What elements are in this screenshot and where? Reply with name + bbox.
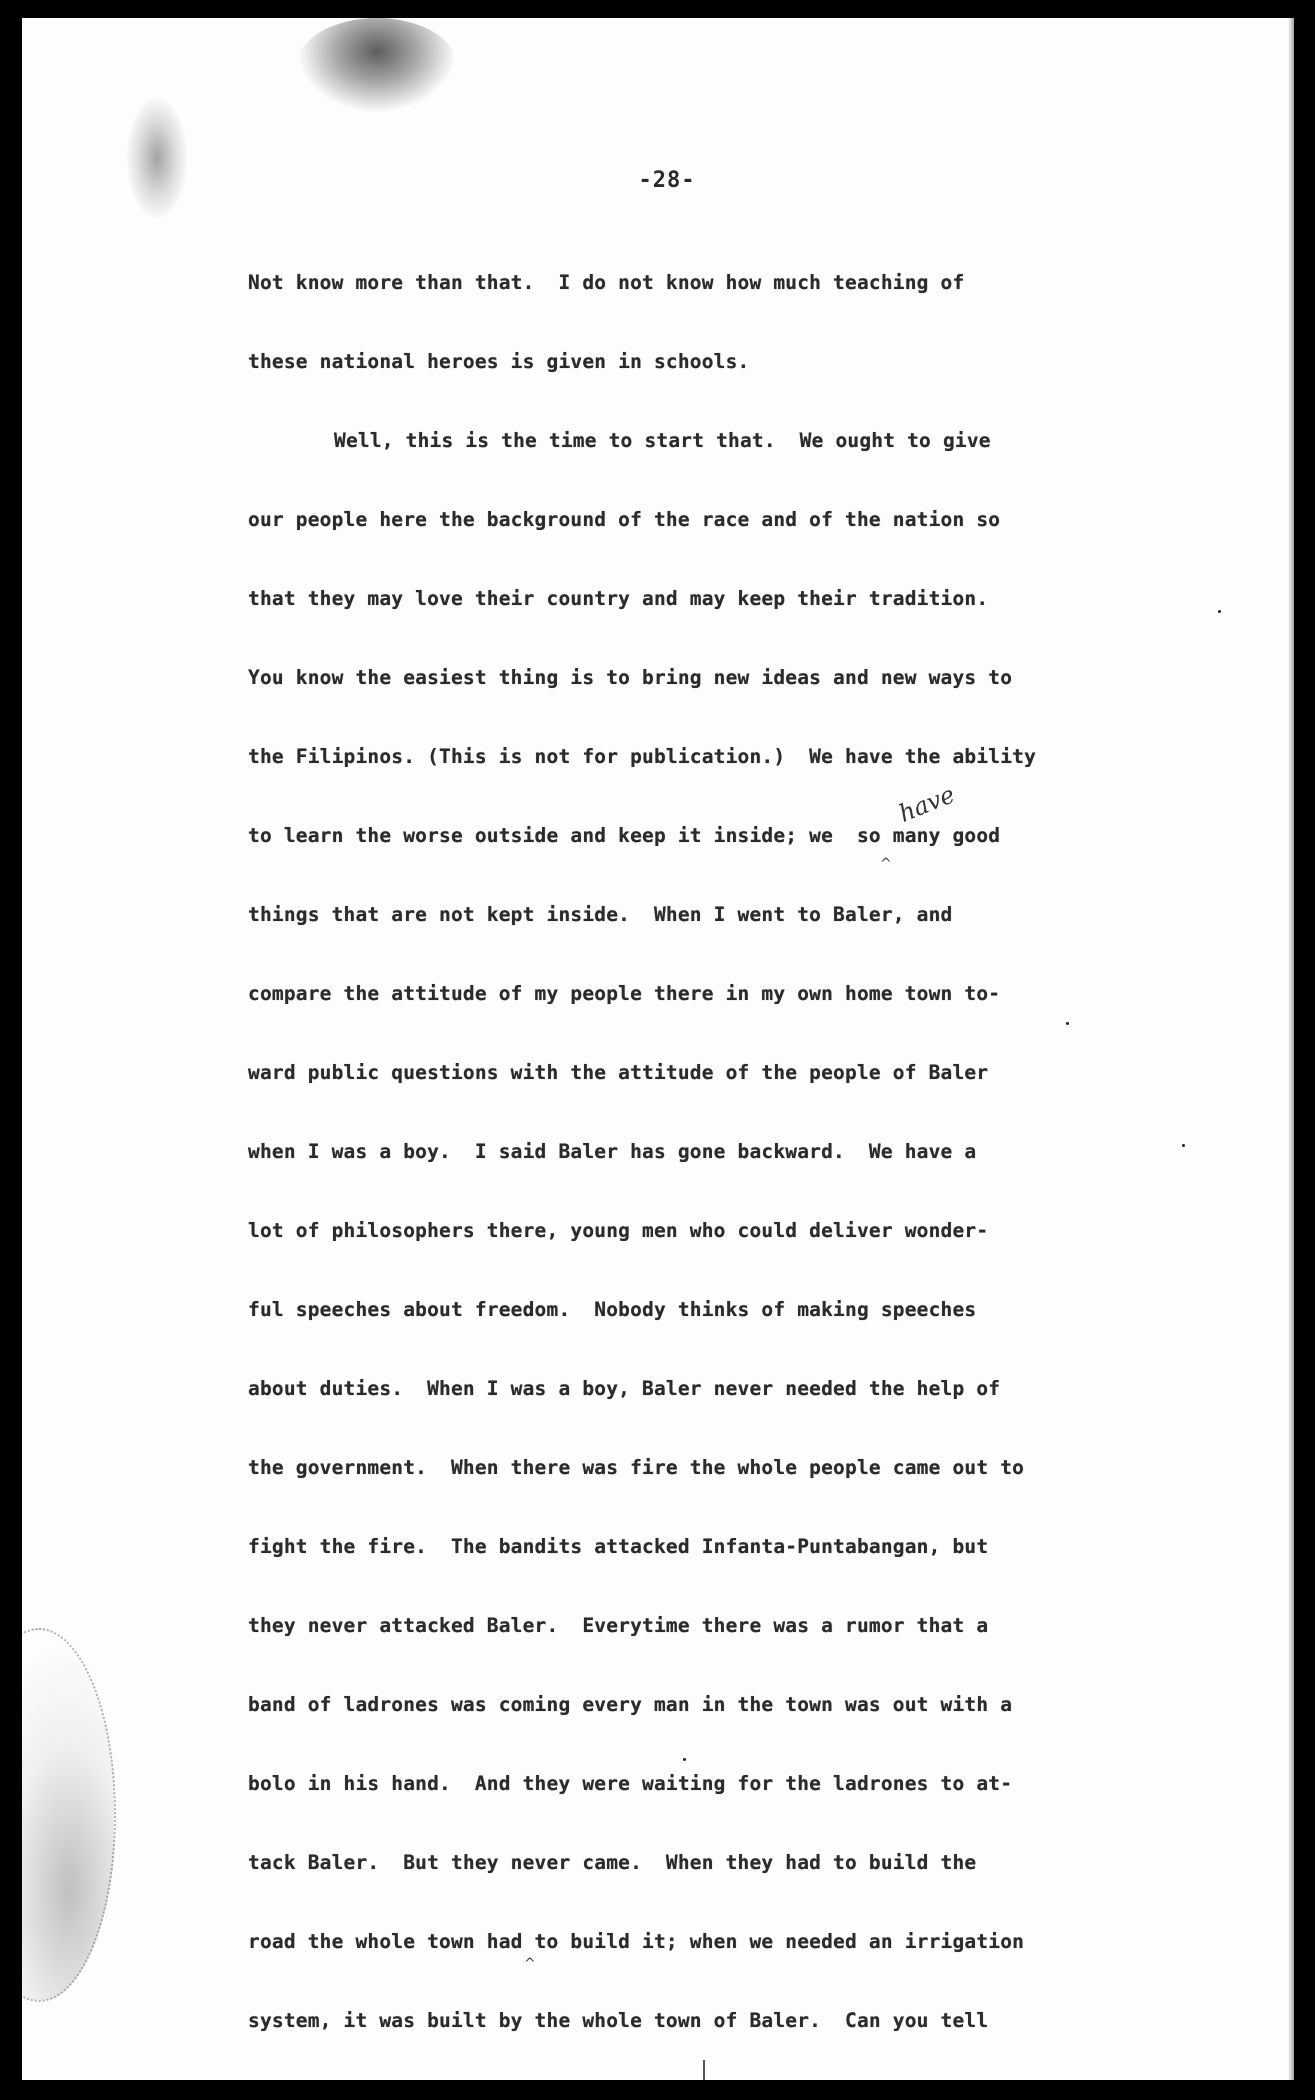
handwritten-insertion: have [894, 780, 959, 828]
text-line: compare the attitude of my people there in my own home town to- [248, 982, 1001, 1005]
text-line: when I was a boy. I said Baler has gone backward. We have a [248, 1140, 977, 1163]
text-line: to learn the worse outside and keep it inside; we so many good [248, 824, 1001, 847]
text-line: You know the easiest thing is to bring new ideas and new ways to [248, 666, 1013, 689]
typewritten-text [248, 268, 1168, 2080]
text-line: Well, this is the time to start that. We ought to give [334, 429, 991, 452]
paper-speck [1218, 610, 1221, 613]
text-line: things that are not kept inside. When I went to Baler, and [248, 903, 953, 926]
text-line: fight the fire. The bandits attacked Infanta-Puntabangan, but [248, 1535, 989, 1558]
text-line: ward public questions with the attitude of the people of Baler [248, 1061, 989, 1084]
paper-mark [703, 2060, 705, 2080]
insertion-caret: ^ [524, 1956, 536, 1972]
text-line: that they may love their country and may keep their tradition. [248, 587, 989, 610]
text-line: the Filipinos. (This is not for publication.) We have the ability [248, 745, 1037, 768]
paper-speck [1182, 1144, 1185, 1147]
text-line: tack Baler. But they never came. When they had to build the [248, 1851, 977, 1874]
text-line: lot of philosophers there, young men who could deliver wonder- [248, 1219, 989, 1242]
paper-speck [1066, 1022, 1069, 1025]
text-line: band of ladrones was coming every man in the town was out with a [248, 1693, 1013, 1716]
ink-smudge [127, 98, 187, 218]
page-edge-shadow [1288, 18, 1294, 2080]
page-number: -28- [638, 168, 696, 193]
text-line: our people here the background of the race and of the nation so [248, 508, 1001, 531]
text-line: ful speeches about freedom. Nobody thinks of making speeches [248, 1298, 977, 1321]
text-line: system, it was built by the whole town of Baler. Can you tell [248, 2009, 989, 2032]
paper-speck [683, 1758, 686, 1761]
text-line: Not know more than that. I do not know how much teaching of [248, 271, 965, 294]
text-line: about duties. When I was a boy, Baler never needed the help of [248, 1377, 1001, 1400]
paper-stain [22, 1628, 116, 2002]
document-page [22, 18, 1294, 2080]
text-line: bolo in his hand. And they were waiting for the ladrones to at- [248, 1772, 1013, 1795]
text-line: road the whole town had to build it; when we needed an irrigation [248, 1930, 1025, 1953]
text-line: the government. When there was fire the whole people came out to [248, 1456, 1025, 1479]
ink-smudge [297, 18, 457, 113]
insertion-caret: ^ [880, 856, 892, 872]
text-line: they never attacked Baler. Everytime there was a rumor that a [248, 1614, 989, 1637]
text-line: these national heroes is given in schools. [248, 350, 750, 373]
